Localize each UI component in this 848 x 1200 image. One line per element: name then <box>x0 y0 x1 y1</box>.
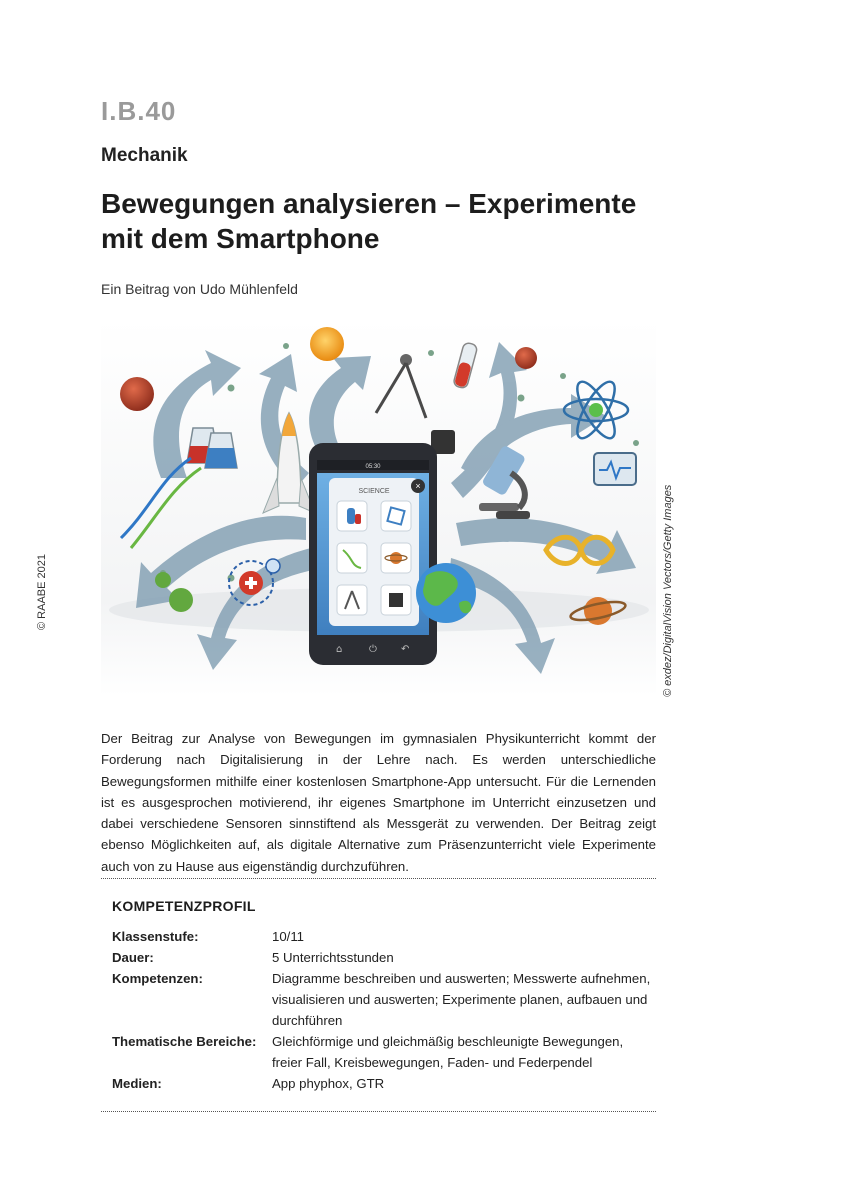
kp-value: Gleichförmige und gleichmäßig beschleunigte Bewegungen, freier Fall, Kreisbewegungen, Faden- und Federpendel <box>272 1034 624 1070</box>
kp-label: Kompetenzen: <box>112 971 203 986</box>
hero-illustration <box>101 318 656 696</box>
kp-label: Dauer: <box>112 950 154 965</box>
kp-row-kompetenzen <box>112 968 652 1031</box>
kp-row-thematische-bereiche <box>112 1031 652 1073</box>
image-credit: © exdez/DigitalVision Vectors/Getty Images <box>662 484 674 697</box>
power-icon: ⏻ <box>369 644 377 655</box>
copyright-notice: © RAABE 2021 <box>36 554 48 630</box>
title-line-1: Bewegungen analysieren – Experimente <box>101 188 637 219</box>
kompetenzprofil-title: KOMPETENZPROFIL <box>112 898 256 914</box>
back-icon: ↶ <box>401 644 410 655</box>
red-planet-icon <box>120 377 154 411</box>
intro-paragraph: Der Beitrag zur Analyse von Bewegungen im gymnasialen Physikunterricht kommt der Forderung nach Digitalisierung in der Lehre nach. Es werden unterschiedliche Bewegungsformen mithilfe einer kostenlosen Smartphone-App untersucht. Für die Lernenden ist es ausgesprochen motivierend, ihr eigenes Smartphone im Unterricht einzusetzen und dabei verschiedene Sensoren sinnstiftend als Messgerät zu verwenden. Der Beitrag zeigt ebenso Möglichkeiten auf, als digitale Alternative zum Präsenzunterricht viele Experimente auch von zu Hause aus eigenständig durchzuführen. <box>101 731 656 874</box>
kp-value: Diagramme beschreiben und auswerten; Messwerte aufnehmen, visualisieren und auswerten; Experimente planen, aufbauen und durchführen <box>272 971 651 1028</box>
small-planet-icon <box>515 347 537 369</box>
home-icon: ⌂ <box>336 644 343 655</box>
section-title: Mechanik <box>101 145 188 166</box>
kp-value: App phyphox, GTR <box>272 1076 385 1091</box>
divider-bottom <box>101 1111 656 1112</box>
kp-label: Medien: <box>112 1076 162 1091</box>
smartphone <box>309 443 437 665</box>
svg-text:×: × <box>415 481 421 491</box>
article-code: I.B.40 <box>101 96 177 126</box>
kp-row-dauer <box>112 947 652 968</box>
kp-value: 10/11 <box>272 929 305 944</box>
kp-row-klassenstufe <box>112 926 652 947</box>
divider-top <box>101 878 656 879</box>
screen-title: SCIENCE <box>358 488 390 495</box>
monitor-icon <box>594 453 636 485</box>
kp-label: Thematische Bereiche: <box>112 1034 257 1049</box>
sun-icon <box>310 327 344 361</box>
kp-row-medien <box>112 1073 652 1094</box>
kp-value: 5 Unterrichtsstunden <box>272 950 394 965</box>
kp-label: Klassenstufe: <box>112 929 199 944</box>
phone-time: 05:30 <box>365 464 381 470</box>
page-title <box>101 186 661 256</box>
author-line: Ein Beitrag von Udo Mühlenfeld <box>101 281 298 297</box>
title-line-2: mit dem Smartphone <box>101 223 380 254</box>
globe-icon <box>416 563 476 623</box>
beakers-icon <box>187 428 237 468</box>
